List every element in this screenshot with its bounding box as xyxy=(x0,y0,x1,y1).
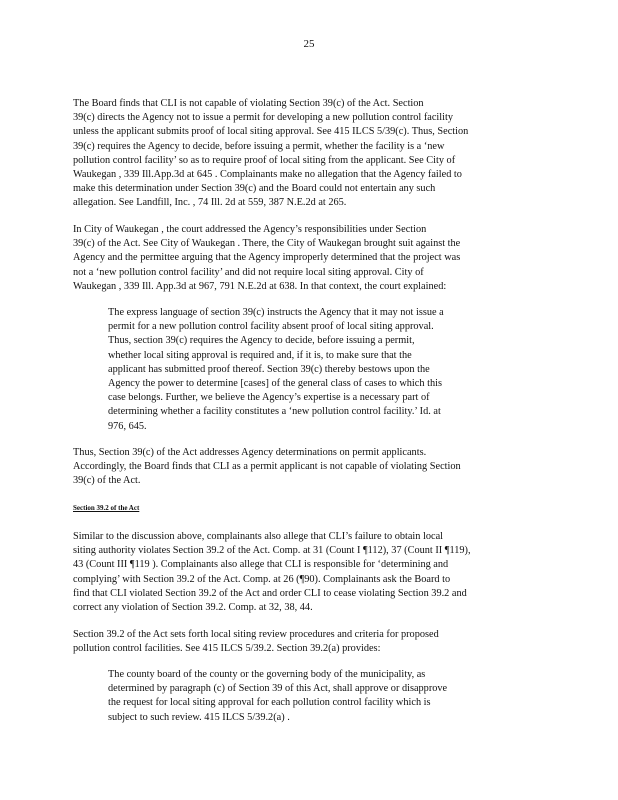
text-line: complying’ with Section 39.2 of the Act. Comp. at 26 (¶90). Complainants ask the Board to xyxy=(73,573,451,585)
text-line: case belongs. Further, we believe the Agency’s expertise is a necessary part of xyxy=(108,392,430,404)
paragraph-section-392 xyxy=(73,628,541,656)
paragraph-complainants-392 xyxy=(73,530,541,615)
text-line: Waukegan , 339 Ill.App.3d at 645 . Complainants make no allegation that the Agency failed to xyxy=(73,169,462,181)
text-line: 39(c) of the Act. xyxy=(73,475,141,487)
text-line: Thus, Section 39(c) of the Act addresses Agency determinations on permit applicants. xyxy=(73,447,427,458)
text-line: unless the applicant submits proof of local siting approval. See 415 ILCS 5/39(c). Thus, Section xyxy=(73,126,469,138)
block-quote-court xyxy=(108,306,513,434)
text-line: make this determination under Section 39(c) and the Board could not entertain any such xyxy=(73,183,436,195)
text-line: correct any violation of Section 39.2. Comp. at 32, 38, 44. xyxy=(73,602,313,614)
text-line: find that CLI violated Section 39.2 of the Act and order CLI to cease violating Section 39.2 and xyxy=(73,587,467,599)
text-line: siting authority violates Section 39.2 of the Act. Comp. at 31 (Count I ¶112), 37 (Count II ¶119), xyxy=(73,545,471,557)
text-line: Thus, section 39(c) requires the Agency to decide, before issuing a permit, xyxy=(108,335,415,347)
text-line: 39(c) of the Act. See City of Waukegan . There, the City of Waukegan brought suit against the xyxy=(73,238,461,250)
text-line: Agency the power to determine [cases] of the general class of cases to which this xyxy=(108,378,442,390)
text-line: In City of Waukegan , the court addressed the Agency’s responsibilities under Section xyxy=(73,224,427,235)
text-line: allegation. See Landfill, Inc. , 74 Ill. 2d at 559, 387 N.E.2d at 265. xyxy=(73,197,347,209)
text-line: 39(c) directs the Agency not to issue a permit for developing a new pollution control facility xyxy=(73,112,454,124)
text-line: whether local siting approval is required and, if it is, to make sure that the xyxy=(108,349,412,361)
text-line: determining whether a facility constitutes a ‘new pollution control facility.’ Id. at xyxy=(108,406,441,418)
text-line: applicant has submitted proof thereof. Section 39(c) thereby bestows upon the xyxy=(108,363,430,375)
text-line: Section 39.2 of the Act sets forth local siting review procedures and criteria for proposed xyxy=(73,629,439,640)
paragraph-city-of-waukegan xyxy=(73,223,541,294)
text-line: determined by paragraph (c) of Section 39 of this Act, shall approve or disapprove xyxy=(108,683,448,695)
text-line: 43 (Count III ¶119 ). Complainants also allege that CLI is responsible for ‘determining and xyxy=(73,559,449,571)
section-heading: Section 39.2 of the Act xyxy=(73,504,140,512)
text-line: 976, 645. xyxy=(108,420,147,432)
text-line: Similar to the discussion above, complainants also allege that CLI’s failure to obtain local xyxy=(73,531,444,542)
paragraph-board-finding xyxy=(73,97,541,211)
text-line: the request for local siting approval for each pollution control facility which is xyxy=(108,697,431,709)
text-line: pollution control facility’ so as to require proof of local siting from the applicant. See City of xyxy=(73,154,456,166)
text-line: Waukegan , 339 Ill. App.3d at 967, 791 N.E.2d at 638. In that context, the court explained: xyxy=(73,280,447,292)
text-line: permit for a new pollution control facility absent proof of local siting approval. xyxy=(108,321,434,333)
text-line: pollution control facilities. See 415 ILCS 5/39.2. Section 39.2(a) provides: xyxy=(73,643,381,655)
paragraph-conclusion-39c xyxy=(73,446,541,489)
text-line: The county board of the county or the governing body of the municipality, as xyxy=(108,669,426,680)
block-quote-statute xyxy=(108,668,513,725)
text-line: subject to such review. 415 ILCS 5/39.2(a) . xyxy=(108,711,290,723)
text-line: The express language of section 39(c) instructs the Agency that it may not issue a xyxy=(108,307,444,318)
page-number: 25 xyxy=(303,38,315,50)
text-line: The Board finds that CLI is not capable of violating Section 39(c) of the Act. Section xyxy=(73,98,424,109)
text-line: 39(c) requires the Agency to decide, before issuing a permit, whether the facility is a ‘new xyxy=(73,140,445,152)
text-line: not a ‘new pollution control facility’ and did not require local siting approval. City of xyxy=(73,266,424,278)
text-line: Agency and the permittee arguing that the Agency improperly determined that the project was xyxy=(73,252,461,264)
text-line: Accordingly, the Board finds that CLI as a permit applicant is not capable of violating Section xyxy=(73,461,461,473)
